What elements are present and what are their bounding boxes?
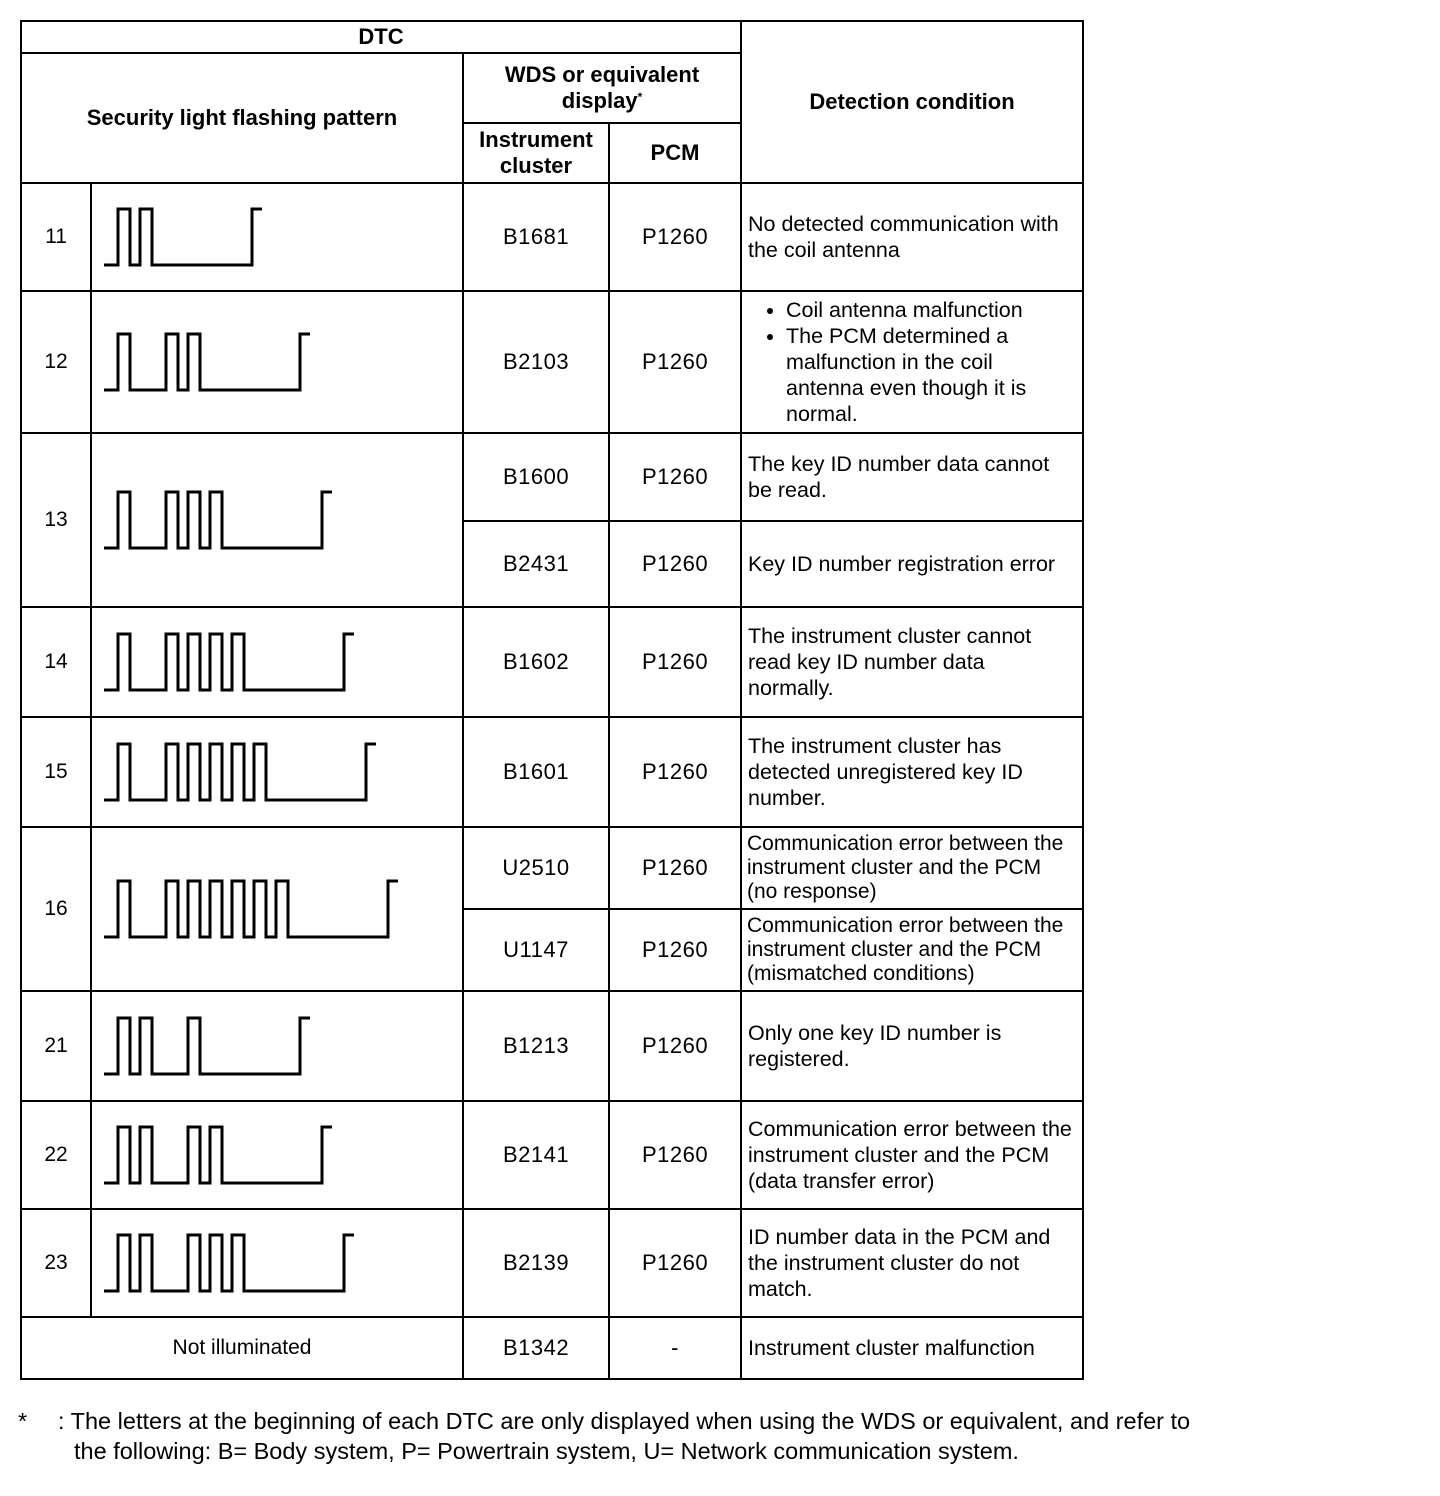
flash-waveform bbox=[104, 881, 398, 937]
condition-list bbox=[748, 297, 1076, 427]
flash-pattern-cell bbox=[91, 991, 463, 1101]
detection-condition: Key ID number registration error bbox=[741, 521, 1083, 607]
flash-pattern-diagram bbox=[102, 488, 366, 552]
header-wds-label: WDS or equivalent display bbox=[504, 62, 700, 113]
table-row bbox=[21, 991, 1083, 1101]
flash-pattern-diagram bbox=[102, 877, 462, 941]
flash-waveform bbox=[104, 334, 310, 390]
instrument-cluster-code: U2510 bbox=[463, 827, 609, 909]
detection-condition: The instrument cluster has detected unregistered key ID number. bbox=[741, 717, 1083, 827]
detection-condition: The key ID number data cannot be read. bbox=[741, 433, 1083, 521]
table-row bbox=[21, 827, 1083, 909]
flash-pattern-cell bbox=[91, 291, 463, 433]
dtc-table bbox=[20, 20, 1084, 1380]
flash-pattern-cell bbox=[91, 607, 463, 717]
pcm-code: P1260 bbox=[609, 1101, 741, 1209]
table-row bbox=[21, 433, 1083, 521]
pcm-code: P1260 bbox=[609, 183, 741, 291]
dtc-number: 13 bbox=[21, 433, 91, 607]
header-flashing-pattern: Security light flashing pattern bbox=[21, 53, 463, 183]
table-row bbox=[21, 291, 1083, 433]
condition-item: • The PCM determined a malfunction in the coil antenna even though it is normal. bbox=[786, 323, 1076, 427]
footnote-line-1: : The letters at the beginning of each DTC are only displayed when using the WDS or equivalent, and refer to bbox=[58, 1408, 1191, 1434]
flash-pattern-diagram bbox=[102, 330, 334, 394]
detection-condition: Communication error between the instrument cluster and the PCM (no response) bbox=[741, 827, 1083, 909]
table-row bbox=[21, 1209, 1083, 1317]
table-row bbox=[21, 183, 1083, 291]
not-illuminated-label: Not illuminated bbox=[21, 1317, 463, 1379]
flash-pattern-cell bbox=[91, 183, 463, 291]
dtc-number: 15 bbox=[21, 717, 91, 827]
pcm-code: P1260 bbox=[609, 607, 741, 717]
dtc-number: 22 bbox=[21, 1101, 91, 1209]
instrument-cluster-code: B1601 bbox=[463, 717, 609, 827]
flash-pattern-cell bbox=[91, 433, 463, 607]
table-row bbox=[21, 1101, 1083, 1209]
flash-waveform bbox=[104, 1235, 354, 1291]
footnote-text bbox=[58, 1406, 1418, 1466]
dtc-number: 23 bbox=[21, 1209, 91, 1317]
pcm-code: P1260 bbox=[609, 827, 741, 909]
instrument-cluster-code: B2431 bbox=[463, 521, 609, 607]
flash-waveform bbox=[104, 492, 332, 548]
instrument-cluster-code: B2103 bbox=[463, 291, 609, 433]
dtc-number: 14 bbox=[21, 607, 91, 717]
instrument-cluster-code: B1600 bbox=[463, 433, 609, 521]
flash-pattern-diagram bbox=[102, 1123, 366, 1187]
instrument-cluster-code: B1681 bbox=[463, 183, 609, 291]
instrument-cluster-code: B1342 bbox=[463, 1317, 609, 1379]
header-detection-condition: Detection condition bbox=[741, 21, 1083, 183]
flash-pattern-diagram bbox=[102, 205, 312, 269]
instrument-cluster-code: B1213 bbox=[463, 991, 609, 1101]
detection-condition bbox=[741, 291, 1083, 433]
header-pcm: PCM bbox=[609, 123, 741, 183]
header-wds-footnote-mark: * bbox=[637, 90, 643, 104]
header-instrument-cluster: Instrument cluster bbox=[463, 123, 609, 183]
flash-pattern-cell bbox=[91, 1209, 463, 1317]
flash-pattern-cell bbox=[91, 827, 463, 991]
dtc-number: 21 bbox=[21, 991, 91, 1101]
table-row bbox=[21, 717, 1083, 827]
table-row-not-illuminated bbox=[21, 1317, 1083, 1379]
pcm-code: P1260 bbox=[609, 521, 741, 607]
detection-condition: The instrument cluster cannot read key ID number data normally. bbox=[741, 607, 1083, 717]
instrument-cluster-code: B1602 bbox=[463, 607, 609, 717]
pcm-code: P1260 bbox=[609, 717, 741, 827]
table-body bbox=[21, 183, 1083, 1379]
dtc-number: 16 bbox=[21, 827, 91, 991]
detection-condition: No detected communication with the coil antenna bbox=[741, 183, 1083, 291]
dtc-number: 11 bbox=[21, 183, 91, 291]
pcm-code: P1260 bbox=[609, 991, 741, 1101]
instrument-cluster-code: U1147 bbox=[463, 909, 609, 991]
flash-pattern-cell bbox=[91, 717, 463, 827]
flash-pattern-diagram bbox=[102, 740, 430, 804]
flash-pattern-diagram bbox=[102, 1231, 398, 1295]
flash-pattern-diagram bbox=[102, 630, 398, 694]
footnote-mark: * bbox=[18, 1408, 28, 1434]
flash-pattern-cell bbox=[91, 1101, 463, 1209]
footnote-line-2: the following: B= Body system, P= Powertrain system, U= Network communication system. bbox=[74, 1438, 1019, 1464]
header-dtc: DTC bbox=[21, 21, 741, 53]
instrument-cluster-code: B2139 bbox=[463, 1209, 609, 1317]
detection-condition: Communication error between the instrument cluster and the PCM (data transfer error) bbox=[741, 1101, 1083, 1209]
flash-waveform bbox=[104, 744, 376, 800]
flash-pattern-diagram bbox=[102, 1014, 334, 1078]
pcm-code: P1260 bbox=[609, 909, 741, 991]
dtc-number: 12 bbox=[21, 291, 91, 433]
pcm-code: P1260 bbox=[609, 433, 741, 521]
table-row bbox=[21, 607, 1083, 717]
pcm-code: - bbox=[609, 1317, 741, 1379]
detection-condition: Only one key ID number is registered. bbox=[741, 991, 1083, 1101]
detection-condition: ID number data in the PCM and the instrument cluster do not match. bbox=[741, 1209, 1083, 1317]
flash-waveform bbox=[104, 209, 262, 265]
flash-waveform bbox=[104, 634, 354, 690]
header-wds-display bbox=[463, 53, 741, 123]
detection-condition: Communication error between the instrument cluster and the PCM (mismatched conditions) bbox=[741, 909, 1083, 991]
flash-waveform bbox=[104, 1018, 310, 1074]
pcm-code: P1260 bbox=[609, 1209, 741, 1317]
condition-item: • Coil antenna malfunction bbox=[786, 297, 1076, 323]
pcm-code: P1260 bbox=[609, 291, 741, 433]
flash-waveform bbox=[104, 1127, 332, 1183]
instrument-cluster-code: B2141 bbox=[463, 1101, 609, 1209]
detection-condition: Instrument cluster malfunction bbox=[741, 1317, 1083, 1379]
table-header bbox=[21, 21, 1083, 183]
